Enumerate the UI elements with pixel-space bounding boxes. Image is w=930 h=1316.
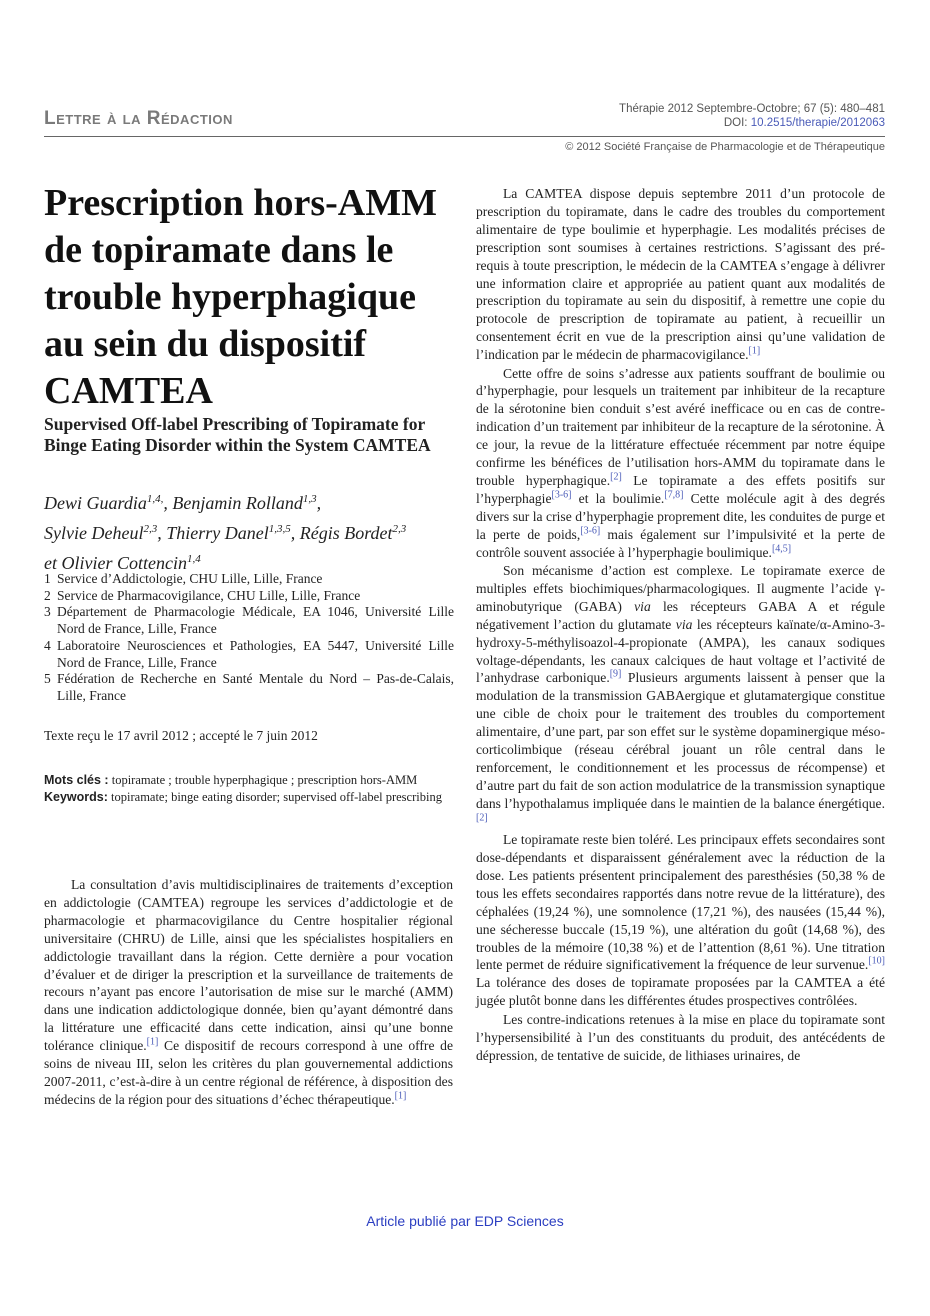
paragraph-text: mais également sur l’impulsivité et la perte de contrôle souvent associée à l’hyperphagie boulimique. — [476, 526, 885, 560]
reference-link[interactable]: [2] — [610, 471, 622, 483]
article-subtitle: Supervised Off-label Prescribing of Topiramate for Binge Eating Disorder within the System CAMTEA — [44, 414, 431, 455]
article-title: Prescription hors-AMM de topiramate dans le trouble hyperphagique au sein du dispositif CAMTEA — [44, 182, 437, 412]
citation-block — [619, 102, 885, 130]
publisher-footer-link[interactable]: Article publié par EDP Sciences — [366, 1213, 564, 1229]
affiliation-item — [44, 638, 454, 671]
author-affiliation-marker: 1,4 — [186, 553, 201, 565]
author-affiliation-marker: 1,3 — [302, 493, 317, 505]
keywords-text: topiramate; binge eating disorder; supervised off-label prescribing — [111, 789, 442, 804]
body-paragraph — [476, 365, 885, 562]
author-separator: , — [157, 523, 167, 543]
author-affiliation-marker: 1,3,5 — [268, 523, 291, 535]
italic-term: via — [675, 616, 693, 632]
affiliation-text: Département de Pharmacologie Médicale, EA 1046, Université Lille Nord de France, Lille, France — [57, 604, 454, 637]
body-paragraph — [476, 831, 885, 1010]
affiliation-item — [44, 571, 454, 588]
affiliation-item — [44, 604, 454, 637]
paragraph-text: les récepteurs kaïnate/α-Amino-3-hydroxy-5-méthylisoazol-4-propionate (AMPA), les canaux sodiques voltage-dépendants, les canaux calciques de haut voltage et l’activité de l’anhydrase carbonique. — [476, 616, 886, 686]
reference-link[interactable]: [7,8] — [664, 489, 684, 501]
affiliation-number: 1 — [44, 571, 51, 586]
author-separator: , — [290, 523, 300, 543]
right-column-body — [476, 185, 885, 1065]
affiliation-text: Laboratoire Neurosciences et Pathologies, EA 5447, Université Lille Nord de France, Lille, France — [57, 637, 454, 670]
author-name: Benjamin Rolland — [172, 493, 303, 513]
affiliation-text: Service de Pharmacovigilance, CHU Lille, Lille, France — [57, 587, 361, 603]
affiliation-text: Service d’Addictologie, CHU Lille, Lille, France — [57, 571, 323, 586]
received-date: Texte reçu le 17 avril 2012 ; accepté le 7 juin 2012 — [44, 728, 318, 743]
paragraph-text: Le topiramate a des effets positifs sur l’hyperphagie — [476, 473, 885, 506]
reference-link[interactable]: [2] — [476, 812, 488, 824]
keywords-line — [44, 789, 454, 806]
reference-link[interactable]: [3-6] — [580, 525, 601, 537]
doi-link[interactable]: 10.2515/therapie/2012063 — [750, 117, 885, 129]
author-affiliation-marker: 2,3 — [143, 523, 158, 535]
reference-link[interactable]: [9] — [609, 668, 622, 680]
paragraph-text: Ce dispositif de recours correspond à une offre de soins de niveau III, selon les critères du plan gouvernemental addictions 2007-2011, c’est-à-dire à un centre régional de référence, à disposition des médecins de la région pour des situations d’échec thérapeutique. — [44, 1038, 453, 1107]
paragraph-text: La CAMTEA dispose depuis septembre 2011 d’un protocole de prescription du topiramate, dans le cadre des troubles du comportement alimentaire de type boulimie et hyperphagie. Les modalités précises de prescription sont soumises à certaines restrictions. S’agissant des pré-requis à toute prescription, le médecin de la CAMTEA s’engage à délivrer une information claire et appropriée au patient quant aux modalités de prescription du topiramate au sein du dispositif, à remettre une copie du protocole de prescription de topiramate au patient, à recueillir un consentement écrit en vue de la prescription ainsi qu’une validation de l’indication par le médecin de pharmacovigilance. — [476, 186, 885, 363]
doi-prefix: DOI: — [723, 117, 751, 129]
body-paragraph — [476, 562, 885, 831]
affiliation-number: 5 — [44, 671, 51, 687]
paragraph-text: Cette offre de soins s’adresse aux patients souffrant de boulimie ou d’hyperphagie, pour lesquels un traitement par inhibiteur de la recapture de la sérotonine bien conduit s’est avéré inefficace ou en cas de contre-indication d’un traitement par inhibiteur de la recapture de la sérotonine. À ce jour, la revue de la littérature effectuée récemment par notre équipe confirme les bénéfices de l’utilisation hors-AMM du topiramate dans le trouble hyperphagique. — [476, 365, 885, 488]
doi-line — [619, 116, 885, 130]
section-label: Lettre à la Rédaction — [44, 108, 233, 129]
author-affiliation-marker: 2,3 — [392, 523, 407, 535]
reference-link[interactable]: [10] — [868, 955, 885, 967]
author-name: Thierry Danel — [166, 523, 269, 543]
header-divider — [44, 136, 885, 137]
paragraph-text: La consultation d’avis multidisciplinaires de traitements d’exception en addictologie (CAMTEA) regroupe les services d’addictologie et de pharmacologie et pharmacovigilance du Centre hospitalier régional universitaire (CHRU) de Lille, ainsi que les spécialistes hospitaliers en addictologie travaillant dans la région. Cette dernière a pour vocation d’évaluer et de diriger la prescription et la surveillance de traitements de recours n’ayant pas encore l’autorisation de mise sur le marché (AMM) dans une indication addictologique donnée, bien qu’ayant démontré dans la littérature une efficacité dans cette indication, ainsi qu’une bonne tolérance clinique. — [44, 877, 453, 1054]
affiliation-number: 3 — [44, 604, 51, 620]
author-separator: , — [163, 493, 173, 513]
paragraph-text: les récepteurs GABA A et régule négativement l’action du glutamate — [476, 598, 885, 632]
paragraph-text: et la boulimie. — [571, 490, 665, 506]
affiliation-number: 4 — [44, 637, 51, 653]
author-name: Dewi Guardia — [44, 493, 147, 513]
mots-cles-label: Mots clés : — [44, 773, 109, 787]
mots-cles-text: topiramate ; trouble hyperphagique ; prescription hors-AMM — [111, 773, 418, 787]
keywords-block — [44, 772, 454, 805]
paragraph-text: Le topiramate reste bien toléré. Les principaux effets secondaires sont dose-dépendants et disparaissent généralement avec la réduction de la dose. Les patients présentent principalement des paresthésies (50,38 % de tous les effets secondaires rapportés dans notre revue de la littérature), des céphalées (19,24 %), une somnolence (17,21 %), des nausées (15,44 %), une sécheresse buccale (15,19 %), une altération du goût (14,68 %), des troubles de la mémoire (10,38 %) et de l’attention (8,61 %). Une titration lente permet de réduire significativement la fréquence de leur survenue. — [476, 832, 885, 973]
keywords-label: Keywords: — [44, 789, 108, 804]
copyright: © 2012 Société Française de Pharmacologie et de Thérapeutique — [565, 141, 885, 153]
body-paragraph — [476, 185, 885, 364]
author-name: Sylvie Deheul — [44, 523, 144, 543]
body-paragraph — [476, 1011, 885, 1065]
affiliation-item — [44, 671, 454, 704]
italic-term: via — [634, 598, 651, 614]
mots-cles-line — [44, 772, 454, 789]
author-affiliation-marker: 1,4, — [146, 493, 164, 505]
reference-link[interactable]: [1] — [146, 1036, 159, 1048]
journal-citation: Thérapie 2012 Septembre-Octobre; 67 (5): 480–481 — [619, 103, 885, 115]
affiliation-list — [44, 571, 454, 705]
affiliation-text: Fédération de Recherche en Santé Mentale du Nord – Pas-de-Calais, Lille, France — [57, 671, 454, 703]
reference-link[interactable]: [1] — [748, 345, 761, 357]
affiliation-number: 2 — [44, 587, 51, 603]
author-name: Régis Bordet — [299, 523, 393, 543]
reference-link[interactable]: [4,5] — [771, 543, 792, 555]
paragraph-text: La tolérance des doses de topiramate proposées par la CAMTEA a été jugée plutôt bonne dans les différentes études prospectives contrôlées. — [476, 975, 885, 1009]
paragraph-text: Cette molécule agit à des degrés divers sur la crise d’hyperphagie proprement dite, les conduites de purge et la perte de poids, — [476, 490, 886, 542]
author-list — [44, 486, 454, 576]
body-paragraph — [44, 876, 453, 1109]
paragraph-text: Son mécanisme d’action est complexe. Le topiramate exerce de multiples effets biochimiques/pharmacologiques. Il augmente l’acide γ-aminobutyrique (GABA) — [476, 563, 885, 614]
author-name: et Olivier Cottencin — [44, 553, 187, 573]
reference-link[interactable]: [1] — [394, 1090, 407, 1102]
affiliation-item — [44, 588, 454, 605]
paragraph-text: Plusieurs arguments laissent à penser que la modulation de la transmission GABAergique et glutamatergique constitue une cible de choix pour le traitement des troubles du comportement alimentaire, d’une part, par son effet sur le système dopaminergique méso-corticolimbique (réseau cérébral jouant un rôle central dans le renforcement, le conditionnement et les processus de récompense) et d’autre part du fait de son action modulatrice de la transmission synaptique dans l’hypothalamus impliquée dans le maintien de la balance énergétique. — [476, 670, 885, 811]
author-separator: , — [316, 493, 322, 513]
left-column-body — [44, 876, 453, 1109]
paragraph-text: Les contre-indications retenues à la mise en place du topiramate sont l’hypersensibilité à l’un des constituants du produit, des antécédents de dépression, de tentative de suicide, de lithiases urinaires, de — [476, 1011, 885, 1063]
reference-link[interactable]: [3-6] — [551, 489, 572, 501]
